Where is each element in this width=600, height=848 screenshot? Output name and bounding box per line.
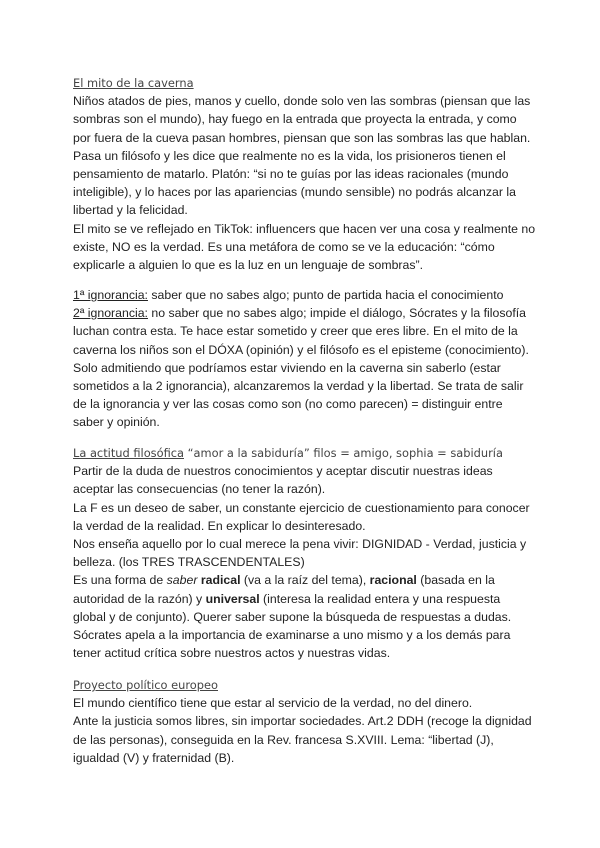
text-line [73,571,543,589]
text-line [73,749,543,767]
text-segment: por fuera de la cueva pasan hombres, piensan que son las sombras las que hablan. [73,130,531,145]
text-line [73,395,543,413]
text-segment: Niños atados de pies, manos y cuello, donde solo ven las sombras (piensan que las [73,94,531,109]
styled-text: “amor a la sabiduría” filos = amigo, sophia = sabiduría [184,446,503,460]
text-segment: aceptar las consecuencias (no tener la razón). [73,482,326,497]
text-line [73,535,543,553]
text-segment: la verdad de la realidad. En explicar lo desinteresado. [73,518,366,533]
styled-text: racional [369,573,417,588]
section-heading: Proyecto político europeo [73,678,218,692]
text-line [73,238,543,256]
text-segment: El mito se ve reflejado en TikTok: influencers que hacen ver una cosa y realmente no [73,221,536,236]
section-heading: La actitud filosófica [73,446,184,460]
text-line [73,626,543,644]
text-line [73,517,543,535]
text-line [73,480,543,498]
text-line [73,590,543,608]
text-segment: libertad y la felicidad. [73,203,188,218]
text-segment: Sócrates apela a la importancia de examinarse a uno mismo y a los demás para [73,627,511,642]
text-line [73,165,543,183]
text-segment: tener actitud crítica sobre nuestros actos y nuestras vidas. [73,646,391,661]
text-segment: (interesa la realidad entera y una respuesta [259,591,501,606]
text-segment: inteligible), y lo haces por las apariencias (mundo sensible) no podrás alcanzar la [73,185,516,200]
text-line [73,462,543,480]
text-line [73,183,543,201]
text-line [73,129,543,147]
section-heading-line [73,74,543,92]
text-segment: Es una forma de [73,573,167,588]
text-line [73,322,543,340]
text-line [73,286,543,304]
text-segment: autoridad de la razón) y [73,591,206,606]
text-line [73,694,543,712]
text-segment: global y de conjunto). Querer saber supone la búsqueda de respuestas a dudas. [73,609,512,624]
section-heading: El mito de la caverna [73,76,194,90]
text-segment: pensamiento de matarlo. Platón: “si no te guías por las ideas racionales (mundo [73,166,509,181]
styled-text: 1ª ignorancia: [73,288,148,302]
section-actitud-filosofica [73,444,543,662]
text-line [73,110,543,128]
text-segment: Nos enseña aquello por lo cual merece la pena vivir: DIGNIDAD - Verdad, justicia y [73,536,527,551]
section-proyecto-politico [73,676,543,767]
text-line [73,304,543,322]
text-segment: explicarle a alguien lo que es la luz en un lenguaje de sombras”. [73,257,423,272]
text-line [73,644,543,662]
text-line [73,256,543,274]
section-heading-line [73,444,543,462]
text-segment: existe, NO es la verdad. Es una metáfora de como se ve la educación: “cómo [73,239,495,254]
text-segment: La F es un deseo de saber, un constante ejercicio de cuestionamiento para conocer [73,500,530,515]
text-segment: luchan contra esta. Te hace estar sometido y creer que eres libre. En el mito de la [73,324,518,339]
text-line [73,92,543,110]
text-segment: Solo admitiendo que podríamos estar viviendo en la caverna sin saberlo (estar [73,360,501,375]
text-line [73,731,543,749]
text-line [73,499,543,517]
text-segment: no saber que no sabes algo; impide el diálogo, Sócrates y la filosofía [147,306,526,321]
text-segment: Pasa un filósofo y les dice que realmente no es la vida, los prisioneros tienen el [73,148,506,163]
text-segment: El mundo científico tiene que estar al servicio de la verdad, no del dinero. [73,696,473,711]
text-segment: igualdad (V) y fraternidad (B). [73,750,235,765]
text-line [73,147,543,165]
section-ignorancia [73,286,543,432]
text-segment: belleza. (los TRES TRASCENDENTALES) [73,555,305,570]
text-segment: saber y opinión. [73,415,160,430]
text-segment: (va a la raíz del tema), [240,573,370,588]
styled-text: saber [166,573,198,588]
text-segment: saber que no sabes algo; punto de partida hacia el conocimiento [147,288,504,302]
text-line [73,413,543,431]
text-line [73,341,543,359]
styled-text: 2ª ignorancia: [73,306,148,321]
text-line [73,359,543,377]
section-mito-caverna [73,74,543,274]
text-segment: (basada en la [416,573,495,588]
styled-text: radical [200,573,241,588]
text-line [73,608,543,626]
text-line [73,712,543,730]
text-line [73,553,543,571]
styled-text: universal [205,591,260,606]
text-segment: de las personas), conseguida en la Rev. francesa S.XVIII. Lema: “libertad (J), [73,732,494,747]
text-segment: sombras son el mundo), hay fuego en la entrada que proyecta la entrada, y como [73,112,517,127]
text-line [73,377,543,395]
section-heading-line [73,676,543,694]
text-segment: de la ignorancia y ver las cosas como son (no como parecen) = distinguir entre [73,397,503,412]
text-line [73,201,543,219]
text-segment: caverna los niños son el DÓXA (opinión) y el filósofo es el episteme (conocimiento). [73,342,529,357]
text-segment: Ante la justicia somos libres, sin importar sociedades. Art.2 DDH (recoge la dignidad [73,714,532,729]
text-line [73,220,543,238]
text-segment: Partir de la duda de nuestros conocimientos y aceptar discutir nuestras ideas [73,464,493,479]
text-segment: sometidos a la 2 ignorancia), alcanzaremos la verdad y la libertad. Se trata de salir [73,378,524,393]
